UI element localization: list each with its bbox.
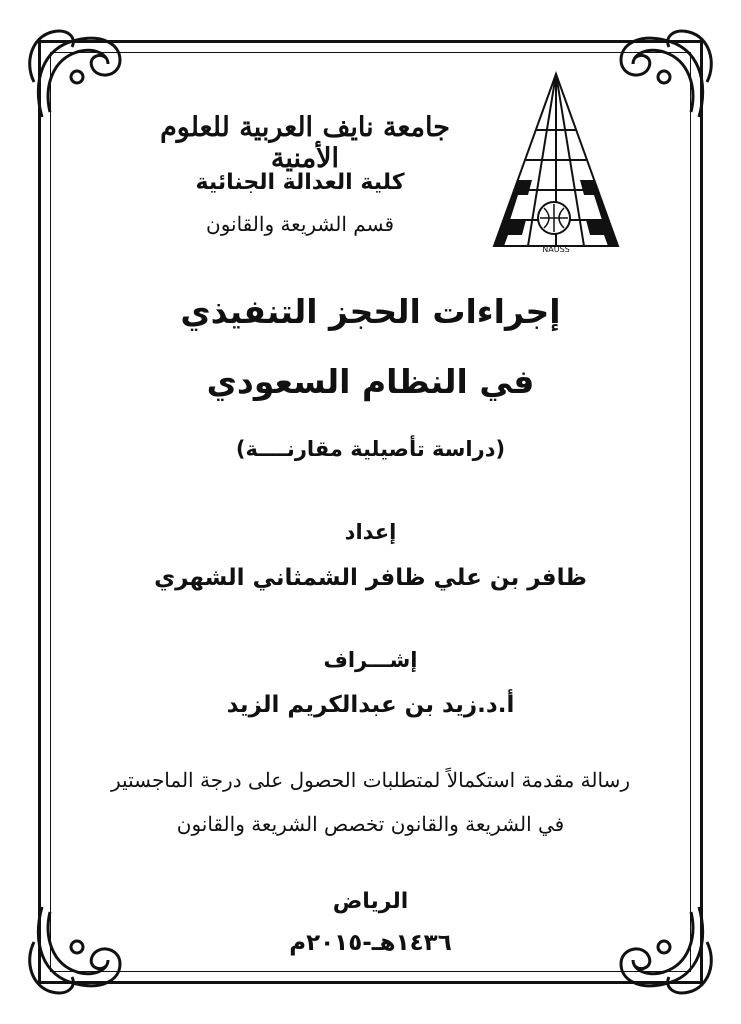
university-logo-icon bbox=[488, 70, 624, 256]
supervision-label: إشـــراف bbox=[323, 648, 418, 672]
department-name: قسم الشريعة والقانون bbox=[206, 212, 394, 236]
supervisor-name: أ.د.زيد بن عبدالكريم الزيد bbox=[226, 692, 515, 718]
thesis-subtitle: (دراسة تأصيلية مقارنــــة) bbox=[235, 437, 506, 461]
svg-text:NAUSS: NAUSS bbox=[542, 245, 570, 254]
thesis-title-line2: في النظام السعودي bbox=[206, 362, 535, 401]
ornament-corner-top-right-icon bbox=[609, 22, 719, 132]
college-name: كلية العدالة الجنائية bbox=[195, 170, 405, 195]
publication-date: ١٤٣٦هـ-٢٠١٥م bbox=[289, 930, 452, 956]
ornament-corner-top-left-icon bbox=[22, 22, 132, 132]
preparation-label: إعداد bbox=[344, 520, 397, 544]
city-name: الرياض bbox=[332, 889, 409, 914]
author-name: ظافر بن علي ظافر الشمثاني الشهري bbox=[154, 565, 587, 591]
university-name: جامعة نايف العربية للعلوم الأمنية bbox=[160, 112, 450, 174]
thesis-description-line2: في الشريعة والقانون تخصص الشريعة والقانون bbox=[176, 812, 565, 836]
thesis-title-line1: إجراءات الحجز التنفيذي bbox=[180, 292, 561, 331]
thesis-description-line1: رسالة مقدمة استكمالاً لمتطلبات الحصول على درجة الماجستير bbox=[111, 768, 630, 792]
